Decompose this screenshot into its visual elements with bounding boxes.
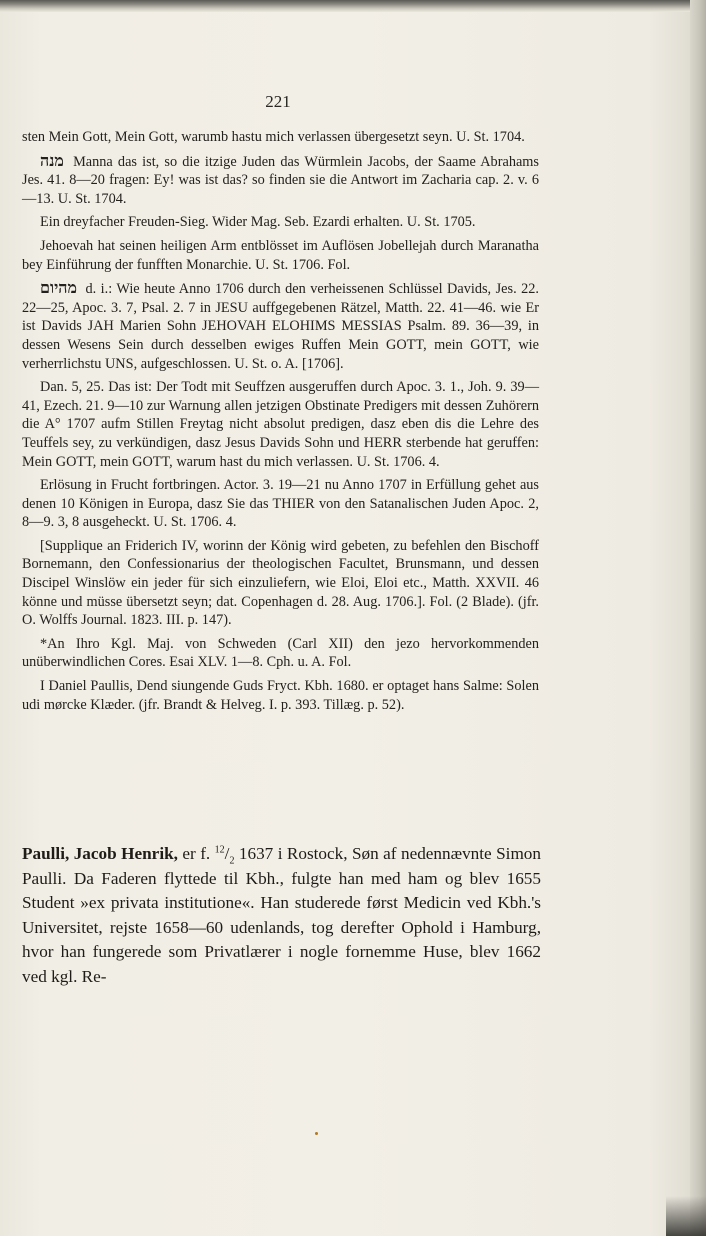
bibliography-entry — [22, 476, 539, 532]
entry-text: sten Mein Gott, Mein Gott, warumb hastu mich verlassen übergesetzt seyn. U. St. 1704. — [22, 129, 525, 145]
hebrew-title: מנה — [40, 150, 64, 170]
bibliography-entry — [22, 152, 539, 209]
birth-month: 2 — [229, 855, 235, 867]
bibliography-entry — [22, 378, 539, 471]
entry-text: Dan. 5, 25. Das ist: Der Todt mit Seuffzen ausgeruffen durch Apoc. 3. 1., Joh. 9. 39—41, Ezech. 21. 9—10 zur Warnung allen jetzigen Obstinate Predigers mit dessen Zuhörern die A° 1707 aufm Stillen Freytag nicht absolut predigen, dasz eben dis die Lehre des Teuffels sey, zu verkündigen, dasz Jesus Davids Sohn und HERR sterbende hat geruffen: Mein GOTT, mein GOTT, warum hast du mich verlassen. U. St. 1706. 4. — [22, 379, 539, 470]
bibliography-entry — [22, 279, 539, 373]
biography-text-intro: er f. — [177, 844, 215, 863]
entry-text: Ein dreyfacher Freuden-Sieg. Wider Mag. Seb. Ezardi erhalten. U. St. 1705. — [40, 214, 476, 231]
entry-text: [Supplique an Friderich IV, worinn der König wird gebeten, zu befehlen den Bischoff Bornemann, den Confessionarius der theologischen Facultet, Brunsmann, und dessen Discipel Winslöw ein jeder für sich einzuliefern, wie Eloi, Eloi etc., Matth. XXVII. 46 könne und müsse übersetzt seyn; dat. Copenhagen d. 28. Aug. 1706.]. Fol. (2 Blade). (jfr. O. Wolffs Journal. 1823. III. p. 147). — [22, 537, 539, 629]
ink-speck — [315, 1132, 318, 1135]
bibliography-entry — [22, 537, 539, 630]
birth-day: 12 — [214, 844, 225, 856]
entry-text: I Daniel Paullis, Dend siungende Guds Fryct. Kbh. 1680. er optaget hans Salme: Solen udi mørcke Klæder. (jfr. Brandt & Helveg. I. p. 393. Tillæg. p. 52). — [22, 678, 539, 713]
bibliography-list — [22, 128, 539, 719]
biography-paragraph: Paulli, Jacob Henrik, er f. $^{12}/_2$ 1637 i Rostock, Søn af nedennævnte Simon Paulli. Da Faderen flyttede til Kbh., fulgte han med ham og blev 1655 Student »ex privata institutione«. Han studerede først Medicin ved Kbh.'s Universitet, rejste 1658—60 udenlands, tog derefter Ophold i Hamburg, hvor han fungerede som Privatlærer i nogle fornemme Huse, blev 1662 ved kgl. Re- — [22, 844, 541, 986]
page-number: 221 — [265, 92, 291, 111]
biography-name: Paulli, Jacob Henrik, — [22, 844, 178, 863]
page-top-edge — [0, 0, 706, 12]
biography-text: 1637 i Rostock, Søn af nedennævnte Simon Paulli. Da Faderen flyttede til Kbh., fulgte han med ham og blev 1655 Student »ex privata institutione«. Han studerede først Medicin ved Kbh.'s Universitet, rejste 1658—60 udenlands, tog derefter Ophold i Hamburg, hvor han fungerede som Privatlærer i nogle fornemme Huse, blev 1662 ved kgl. Re- — [22, 844, 541, 986]
hebrew-title: מהיום — [40, 278, 77, 298]
page-right-edge — [690, 0, 706, 1236]
bibliography-entry — [22, 128, 539, 147]
bibliography-entry — [22, 213, 539, 232]
entry-text: Jehoevah hat seinen heiligen Arm entblösset im Auflösen Jobellejah durch Maranatha bey Einführung der funfften Monarchie. U. St. 1706. Fol. — [22, 237, 539, 273]
bibliography-entry — [22, 677, 539, 714]
bibliography-entry — [22, 635, 539, 672]
bibliography-entry — [22, 237, 539, 274]
entry-text: *An Ihro Kgl. Maj. von Schweden (Carl XII) den jezo hervorkommenden unüberwindlichen Cores. Esai XLV. 1—8. Cph. u. A. Fol. — [22, 635, 539, 671]
entry-text: d. i.: Wie heute Anno 1706 durch den verheissenen Schlüssel Davids, Jes. 22. 22—25, Apoc. 3. 7, Psal. 2. 7 in JESU auffgegebenen Rätzel, Matth. 22. 41—46. wie Er ist Davids JAH Marien Sohn JEHOVAH ELOHIMS MESSIAS Psalm. 89. 36—39, in dessen Wesens Sein durch desselben ewiges Ruffen Mein GOTT, mein GOTT, wie verherrlichstu UNS, aufgeschlossen. U. St. o. A. [1706]. — [22, 281, 540, 372]
page-corner-shadow — [666, 1196, 706, 1236]
entry-text: Manna das ist, so die itzige Juden das Würmlein Jacobs, der Saame Abrahams Jes. 41. 8—20 fragen: Ey! was ist das? so finden sie die Antwort im Zacharia cap. 2. v. 6—13. U. St. 1704. — [22, 153, 539, 207]
entry-text: Erlösung in Frucht fortbringen. Actor. 3. 19—21 nu Anno 1707 in Erfüllung gehet aus denen 10 Königen in Europa, dasz Sie das THIER von den Satanalischen Juden Apoc. 2, 8—9. 3, 8 ausgeheckt. U. St. 1706. 4. — [22, 477, 539, 531]
